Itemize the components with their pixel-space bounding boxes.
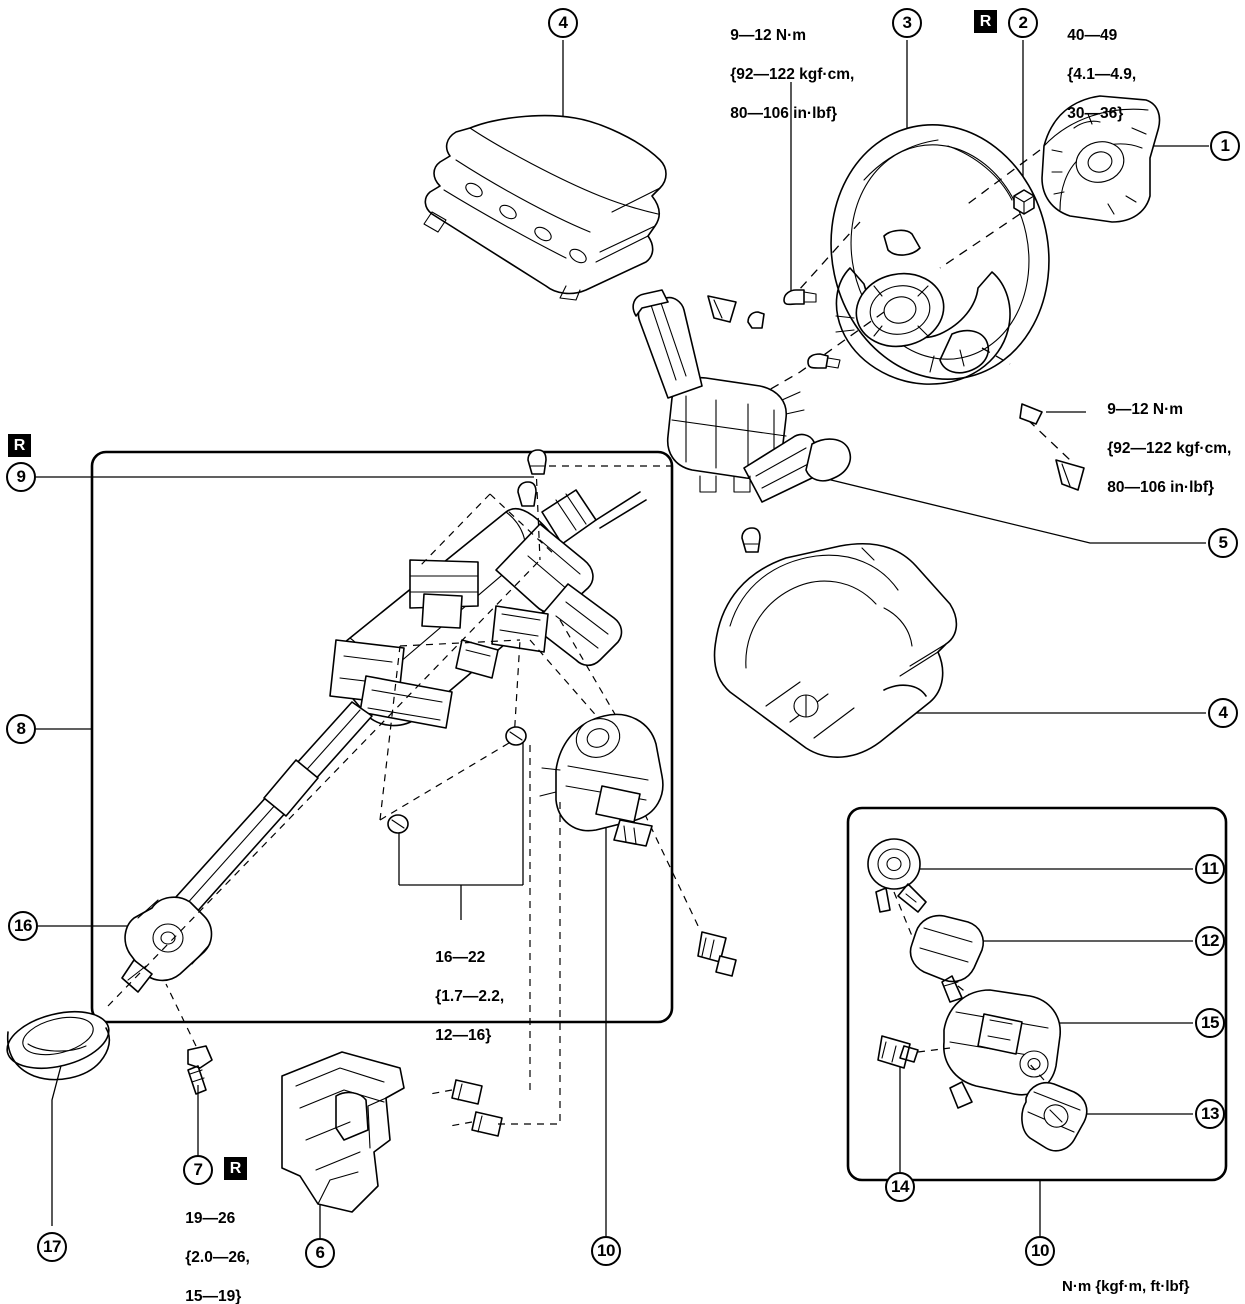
callout-7[interactable]: 7	[183, 1155, 213, 1185]
torque-line-3: 12—16}	[435, 1026, 492, 1044]
torque-line-1: 9—12 N·m	[1107, 400, 1184, 418]
torque-line-3: 80—106 in·lbf}	[1107, 478, 1215, 496]
torque-spec-right	[1090, 380, 1231, 517]
torque-line-2: {1.7—2.2,	[435, 987, 505, 1005]
part-lower-column-cover	[715, 544, 957, 757]
badge-r-left: R	[8, 434, 31, 457]
callout-4-top[interactable]: 4	[548, 8, 578, 38]
callout-9[interactable]: 9	[6, 462, 36, 492]
badge-r-top: R	[974, 10, 997, 33]
callout-13[interactable]: 13	[1195, 1099, 1225, 1129]
callout-15[interactable]: 15	[1195, 1008, 1225, 1038]
callout-10-inset[interactable]: 10	[1025, 1236, 1055, 1266]
callout-5[interactable]: 5	[1208, 528, 1238, 558]
torque-spec-bottom-left	[168, 1189, 250, 1304]
torque-line-2: {2.0—26,	[185, 1248, 250, 1266]
part-combination-switch	[633, 290, 850, 502]
part-steering-column	[166, 490, 646, 924]
part-column-lower-bracket	[282, 1052, 404, 1212]
torque-spec-top-right	[1050, 6, 1136, 143]
callout-4-lower[interactable]: 4	[1208, 698, 1238, 728]
torque-line-2: {92—122 kgf·cm,	[1107, 439, 1232, 457]
part-horn-cap	[1, 1002, 114, 1079]
torque-line-2: {92—122 kgf·cm,	[730, 65, 855, 83]
callout-17[interactable]: 17	[37, 1232, 67, 1262]
torque-spec-center	[418, 928, 504, 1065]
unit-note: N·m {kgf·m, ft·lbf}	[1062, 1278, 1190, 1295]
callout-1[interactable]: 1	[1210, 131, 1240, 161]
callout-11[interactable]: 11	[1195, 854, 1225, 884]
part-steering-wheel	[808, 104, 1073, 399]
callout-6[interactable]: 6	[305, 1238, 335, 1268]
callout-16[interactable]: 16	[8, 911, 38, 941]
part-upper-column-cover	[424, 116, 666, 300]
part-ignition-switch-body	[540, 713, 663, 846]
part-key-cylinder	[1022, 1083, 1087, 1151]
torque-line-1: 16—22	[435, 948, 486, 966]
callout-8[interactable]: 8	[6, 714, 36, 744]
torque-line-1: 19—26	[185, 1209, 236, 1227]
part-lock-connector	[878, 1036, 918, 1068]
part-bolt-7	[166, 984, 212, 1094]
torque-line-3: 30—36}	[1067, 104, 1124, 122]
torque-line-1: 40—49	[1067, 26, 1118, 44]
callout-12[interactable]: 12	[1195, 926, 1225, 956]
part-ignition-switch-12	[911, 916, 984, 1002]
torque-line-1: 9—12 N·m	[730, 26, 807, 44]
badge-r-bottom: R	[224, 1157, 247, 1180]
torque-line-3: 15—19}	[185, 1287, 242, 1304]
callout-3[interactable]: 3	[892, 8, 922, 38]
torque-line-2: {4.1—4.9,	[1067, 65, 1137, 83]
torque-line-3: 80—106 in·lbf}	[730, 104, 838, 122]
part-key-reminder-switch	[868, 839, 926, 912]
callout-14[interactable]: 14	[885, 1172, 915, 1202]
callout-2[interactable]: 2	[1008, 8, 1038, 38]
part-steering-wheel-nut	[1014, 190, 1034, 214]
callout-10-center[interactable]: 10	[591, 1236, 621, 1266]
torque-spec-top-left	[713, 6, 854, 143]
